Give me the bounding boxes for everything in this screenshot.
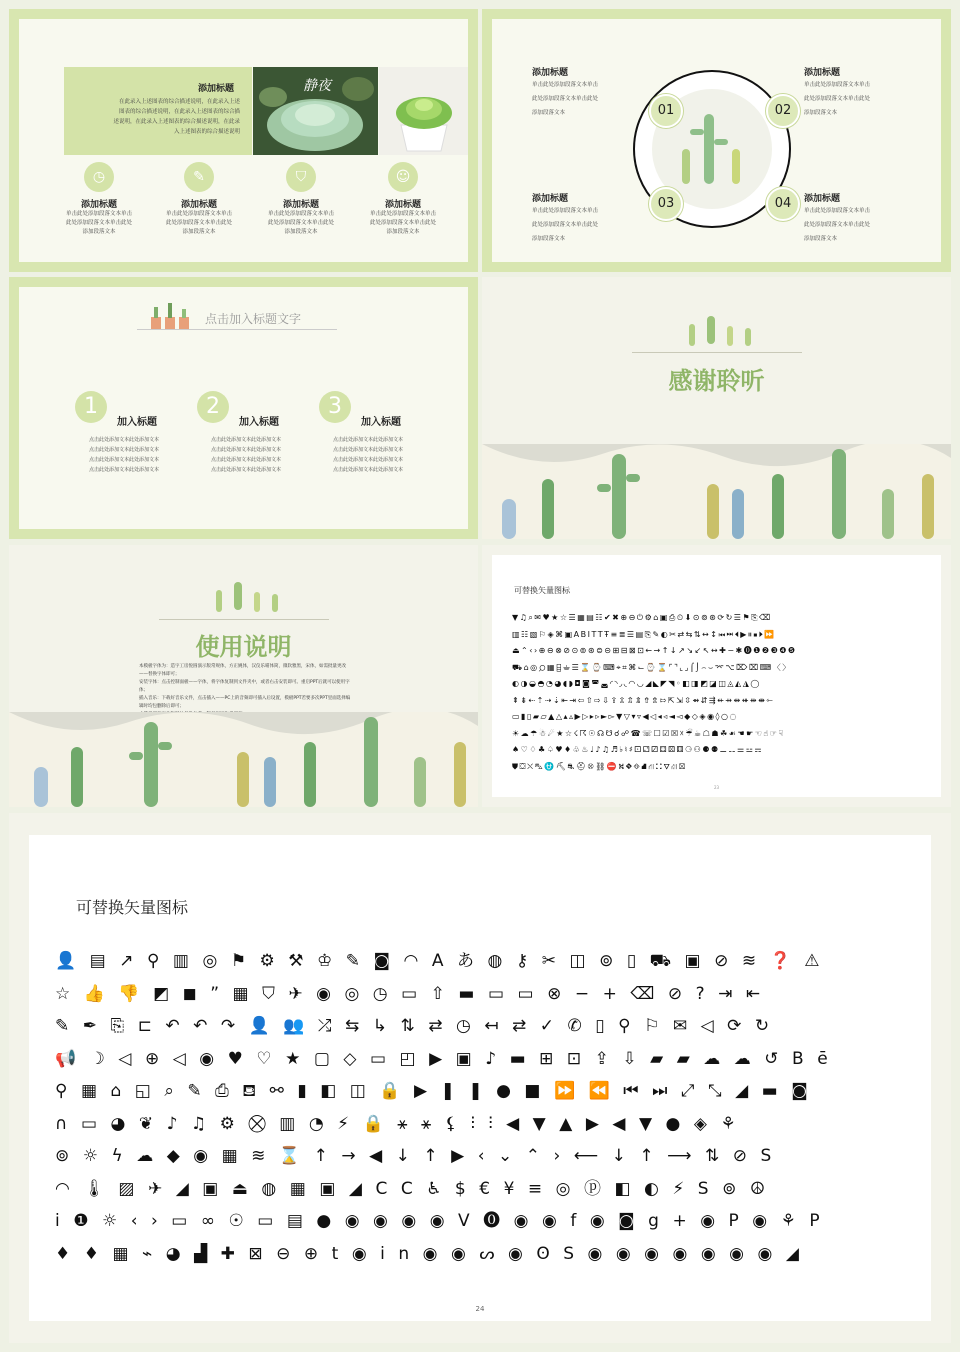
line: 此处添加段落文本单击此处	[532, 96, 599, 102]
icon-row: ♦♦▦⌁◕▟✚⊠⊖⊕t◉in◉◉ᔕ◉ʘS◉◉◉◉◉◉◉◢	[55, 1243, 813, 1264]
usage-line: 安装字体：点击控制面板——字体，将字体复制到文件夹中，或者右击安装即可。重启PPT后就可以使用字体；	[139, 680, 350, 693]
line: 此处添加段落文本单击此处	[65, 220, 132, 226]
icon-row: ▥☷▧⚐◈⌘▣ABITTŦ≡≣☰▤⎘✎◐✂⇄⇆⇅↔↕⏮⏭⏴▶⏸⏹⏵⏩	[512, 629, 776, 639]
line: 单击此处添加段落文本单击	[532, 208, 599, 214]
line: 此处添加段落文本单击此处	[267, 220, 334, 226]
line: 单击此处添加段落文本单击	[65, 211, 132, 217]
slide-2-canvas	[492, 19, 941, 262]
icon-row: ♠♡♢♣♤♥♦♧♨♩♪♫♬♭♮♯⚀⚁⚂⚃⚄⚅⚆⚇⚈⚉⚊⚋⚌⚍⚎	[512, 745, 764, 754]
line: 点击此处添加文本此处添加文本	[89, 437, 160, 443]
quad-text	[532, 78, 642, 120]
feature-text	[55, 210, 143, 237]
line: 添加段落文本	[532, 110, 566, 116]
step-number: 3	[319, 391, 351, 423]
slide-7	[9, 813, 951, 1343]
step-title: 加入标题	[361, 417, 401, 428]
line: 点击此处添加文本此处添加文本	[89, 467, 160, 473]
quad-2	[804, 65, 914, 120]
step-title: 加入标题	[239, 417, 279, 428]
usage-title: 使用说明	[195, 633, 292, 661]
line: 此处添加段落文本单击此处	[804, 222, 871, 228]
line: 点击此处添加文本此处添加文本	[333, 447, 404, 453]
slide-1-canvas	[19, 19, 468, 262]
line: 点击此处添加文本此处添加文本	[333, 437, 404, 443]
step-text	[89, 435, 199, 475]
line: 单击此处添加段落文本单击	[804, 82, 871, 88]
box-line: 图表的综合描述说明，在此录入上述图表的综合描	[118, 109, 240, 115]
icon-row: ◠🌡▨✈◢▣⏏◍▦▣◢CC♿$€¥≡◎ⓟ◧◐⚡S⊚☮	[55, 1178, 779, 1199]
line: 单击此处添加段落文本单击	[165, 211, 232, 217]
badge-04: 04	[766, 187, 800, 221]
slide-1	[9, 9, 478, 272]
cactus-sprigs	[677, 312, 767, 352]
thanks-title: 感谢聆听	[668, 367, 765, 395]
line: 点击此处添加文本此处添加文本	[211, 437, 282, 443]
slide-3	[9, 277, 478, 539]
slide-6-canvas	[492, 555, 941, 797]
feature-3	[257, 162, 345, 237]
icon-row: 📢☽◁⊕◁◉♥♡★▢◇▭◰▶▣♪▬⊞⊡⇪⇩▰▰☁☁↺Bē	[55, 1048, 842, 1069]
line: 添加段落文本	[284, 229, 318, 235]
slide-6	[482, 545, 951, 807]
photo-caption: 静夜	[303, 78, 331, 94]
header-underline	[137, 329, 337, 330]
step-text	[333, 435, 443, 475]
feature-4	[359, 162, 447, 237]
cactus-border	[482, 444, 951, 539]
quad-text	[532, 204, 642, 246]
note-icon: ✎	[184, 162, 214, 192]
quad-text	[804, 204, 914, 246]
line: 单击此处添加段落文本单击	[267, 211, 334, 217]
pot-photo	[379, 67, 468, 155]
badge-03: 03	[649, 187, 683, 221]
line: 单击此处添加段落文本单击	[369, 211, 436, 217]
usage-line: 插入音乐：下载好音乐文件，点击插入——PC上的音频即可插入后设置，模板PPT若要多次PPT里面选择编辑时均包删除后即可；	[139, 696, 351, 709]
icon-row: ⛟⌂◎⌕▦⌸⏚☰⌛⌚⌨⌖⌗⌘⌙⌚⌛⌜⌝⌞⌟⌠⌡⌢⌣⌤⌥⌦⌧⌨〈〉	[512, 662, 792, 672]
line: 点击此处添加文本此处添加文本	[211, 457, 282, 463]
icon-row: ⊚☼ϟ☁◆◉▦≋⌛↑→◀↓↑▶‹⌄⌃›⟵↓↑⟶⇅⊘S	[55, 1146, 785, 1166]
line: 此处添加段落文本单击此处	[532, 222, 599, 228]
icons-title: 可替换矢量图标	[514, 586, 570, 595]
line: 单击此处添加段落文本单击	[532, 82, 599, 88]
line: 单击此处添加段落文本单击	[804, 208, 871, 214]
quad-title: 添加标题	[532, 68, 569, 78]
usage-text	[139, 663, 354, 719]
icon-row: ⇞⇟⇠⇡⇢⇣⇤⇥⇦⇧⇨⇩⇪⇫⇬⇭⇮⇯⇰⇱⇲⇳⇴⇵⇶⇷⇸⇹⇺⇻⇼⇽	[512, 695, 775, 705]
icons-title: 可替换矢量图标	[76, 898, 189, 917]
badge-02: 02	[766, 94, 800, 128]
line: 点击此处添加文本此处添加文本	[89, 447, 160, 453]
line: 点击此处添加文本此处添加文本	[211, 467, 282, 473]
icon-row: ▼♫⌕✉♥★☆☰▦▤☷✔✖⊕⊖⏻⚙⌂▣⎙⏲⬇⊙⊚⊛⟳↻☰⚑⎘⌫	[512, 613, 772, 622]
line: 添加段落文本	[386, 229, 420, 235]
line: 点击此处添加文本此处添加文本	[333, 457, 404, 463]
slide-5	[9, 545, 478, 807]
quad-title: 添加标题	[804, 194, 841, 204]
feature-2	[155, 162, 243, 237]
page-number: 23	[713, 785, 720, 790]
section-header: 点击加入标题文字	[205, 312, 302, 326]
feature-title: 添加标题	[80, 200, 117, 210]
line: 此处添加段落文本单击此处	[804, 96, 871, 102]
page-number: 24	[475, 1305, 485, 1313]
box-line: 在此录入上述图表的综合描述说明，在此录入上述	[118, 99, 240, 105]
icon-row: ☀☁☂☃☄★☆☇☈☉☊☋☌☍☎☏☐☑☒☓☔☕☖☗☘☙☚☛☜☝☞☟	[512, 728, 785, 738]
feature-text	[359, 210, 447, 237]
line: 此处添加段落文本单击此处	[165, 220, 232, 226]
feature-title: 添加标题	[282, 200, 319, 210]
quad-text	[804, 78, 914, 120]
quad-4	[804, 191, 914, 246]
cactus-border	[9, 712, 478, 807]
quad-1	[532, 65, 642, 120]
line: 添加段落文本	[82, 229, 116, 235]
cactus-sprigs	[204, 578, 294, 618]
quad-title: 添加标题	[804, 68, 841, 78]
icon-row: i❶☼‹›▭∞☉▭▤●◉◉◉◉V⓿◉◉f◉◙g+◉P◉⚘P	[55, 1211, 834, 1231]
pot-image	[379, 67, 468, 155]
icon-row: ✎✒⎘⊏↶↶↷👤👥⤮⇆↳⇅⇄◷↤⇄✓✆▯⚲⚐✉◁⟳↻	[55, 1016, 783, 1036]
line: 点击此处添加文本此处添加文本	[89, 457, 160, 463]
title-rule	[159, 619, 329, 620]
clock-icon: ◷	[84, 162, 114, 192]
line: 添加段落文本	[182, 229, 216, 235]
step-title: 加入标题	[117, 417, 157, 428]
icon-row: ⏏⌃‹›⊕⊖⊗⊘⊙⊚⊛⊜⊝⊞⊟⊠⊡←→↑↓↗↘↙↖↔✚−✱⓿❶❷❸❹❺	[512, 646, 797, 655]
badge-01: 01	[649, 94, 683, 128]
feature-title: 添加标题	[180, 200, 217, 210]
step-number: 2	[197, 391, 229, 423]
icon-sheet-large	[55, 945, 905, 1270]
slide-7-canvas	[29, 835, 931, 1321]
icon-sheet-small	[512, 610, 924, 775]
succulent-photo	[253, 67, 378, 155]
feature-1	[55, 162, 143, 237]
icon-row: ☆👍👎◩◼”▦⛉✈◉◎◷▭⇧▬▭▭⊗−+⌫⊘?⇥⇤	[55, 983, 774, 1004]
icon-row: ▭▮▯▰▱▲△▴▵▶▷▸▹►▻▼▽▾▿◀◁◂◃◄◅◆◇◈◉◊○◌	[512, 712, 738, 721]
title-rule	[632, 352, 802, 353]
icon-row: ∩▭◕❦♪♫⚙⛒▥◔⚡🔒⚹⚹⚸⫶⫶◀▼▲▶◀▼●◈⚘	[55, 1113, 750, 1134]
icon-row: ◐◑◒◓◔◕◖◗◘◙◚◛◜◝◞◟◠◡◢◣◤◥◦◧◨◩◪◫◬◭◮◯	[512, 679, 761, 688]
step-number: 1	[75, 391, 107, 423]
shield-icon: ⛉	[286, 162, 316, 192]
quad-title: 添加标题	[532, 194, 569, 204]
feature-text	[257, 210, 345, 237]
text-box	[64, 67, 252, 155]
line: 添加段落文本	[804, 110, 838, 116]
box-line: 述说明，在此录入上述图表的综合描述说明，在此录	[113, 119, 240, 125]
usage-line: 本模板字体为：造字工房悦圆演示版常规体，方正姚体，汉仪乐喵体简，微软雅黑，宋体，如需批量更改——替换字体即可；	[139, 664, 346, 677]
slide-3-canvas	[19, 287, 468, 529]
quad-3	[532, 191, 642, 246]
line: 此处添加段落文本单击此处	[369, 220, 436, 226]
box-line: 入上述图表的综合描述说明	[173, 129, 240, 135]
line: 点击此处添加文本此处添加文本	[211, 447, 282, 453]
slide-2	[482, 9, 951, 272]
feature-text	[155, 210, 243, 237]
icon-row: ⛊⛋⛌⛍⛎⛏⛐⛑⛒⛓⛔⛕⛖⛗⛘⛙⛚⛛⛜⛝	[512, 761, 687, 771]
smile-icon: ☺	[388, 162, 418, 192]
box-title: 添加标题	[197, 84, 234, 94]
line: 添加段落文本	[804, 236, 838, 242]
feature-title: 添加标题	[384, 200, 421, 210]
line: 点击此处添加文本此处添加文本	[333, 467, 404, 473]
line: 添加段落文本	[532, 236, 566, 242]
icon-row: ⚲▦⌂◱⌕✎⎙⛾⚯▮◧◫🔒▶❚❚●■⏩⏪⏮⏭⤢⤡◢▬◙	[55, 1081, 822, 1101]
slide-4	[482, 277, 951, 539]
box-text	[84, 97, 240, 137]
icon-row: 👤▤↗⚲▥◎⚑⚙⚒♔✎◙◠Aあ◍⚷✂◫⊚▯⛟▣⊘≋❓⚠	[55, 951, 834, 971]
step-text	[211, 435, 321, 475]
